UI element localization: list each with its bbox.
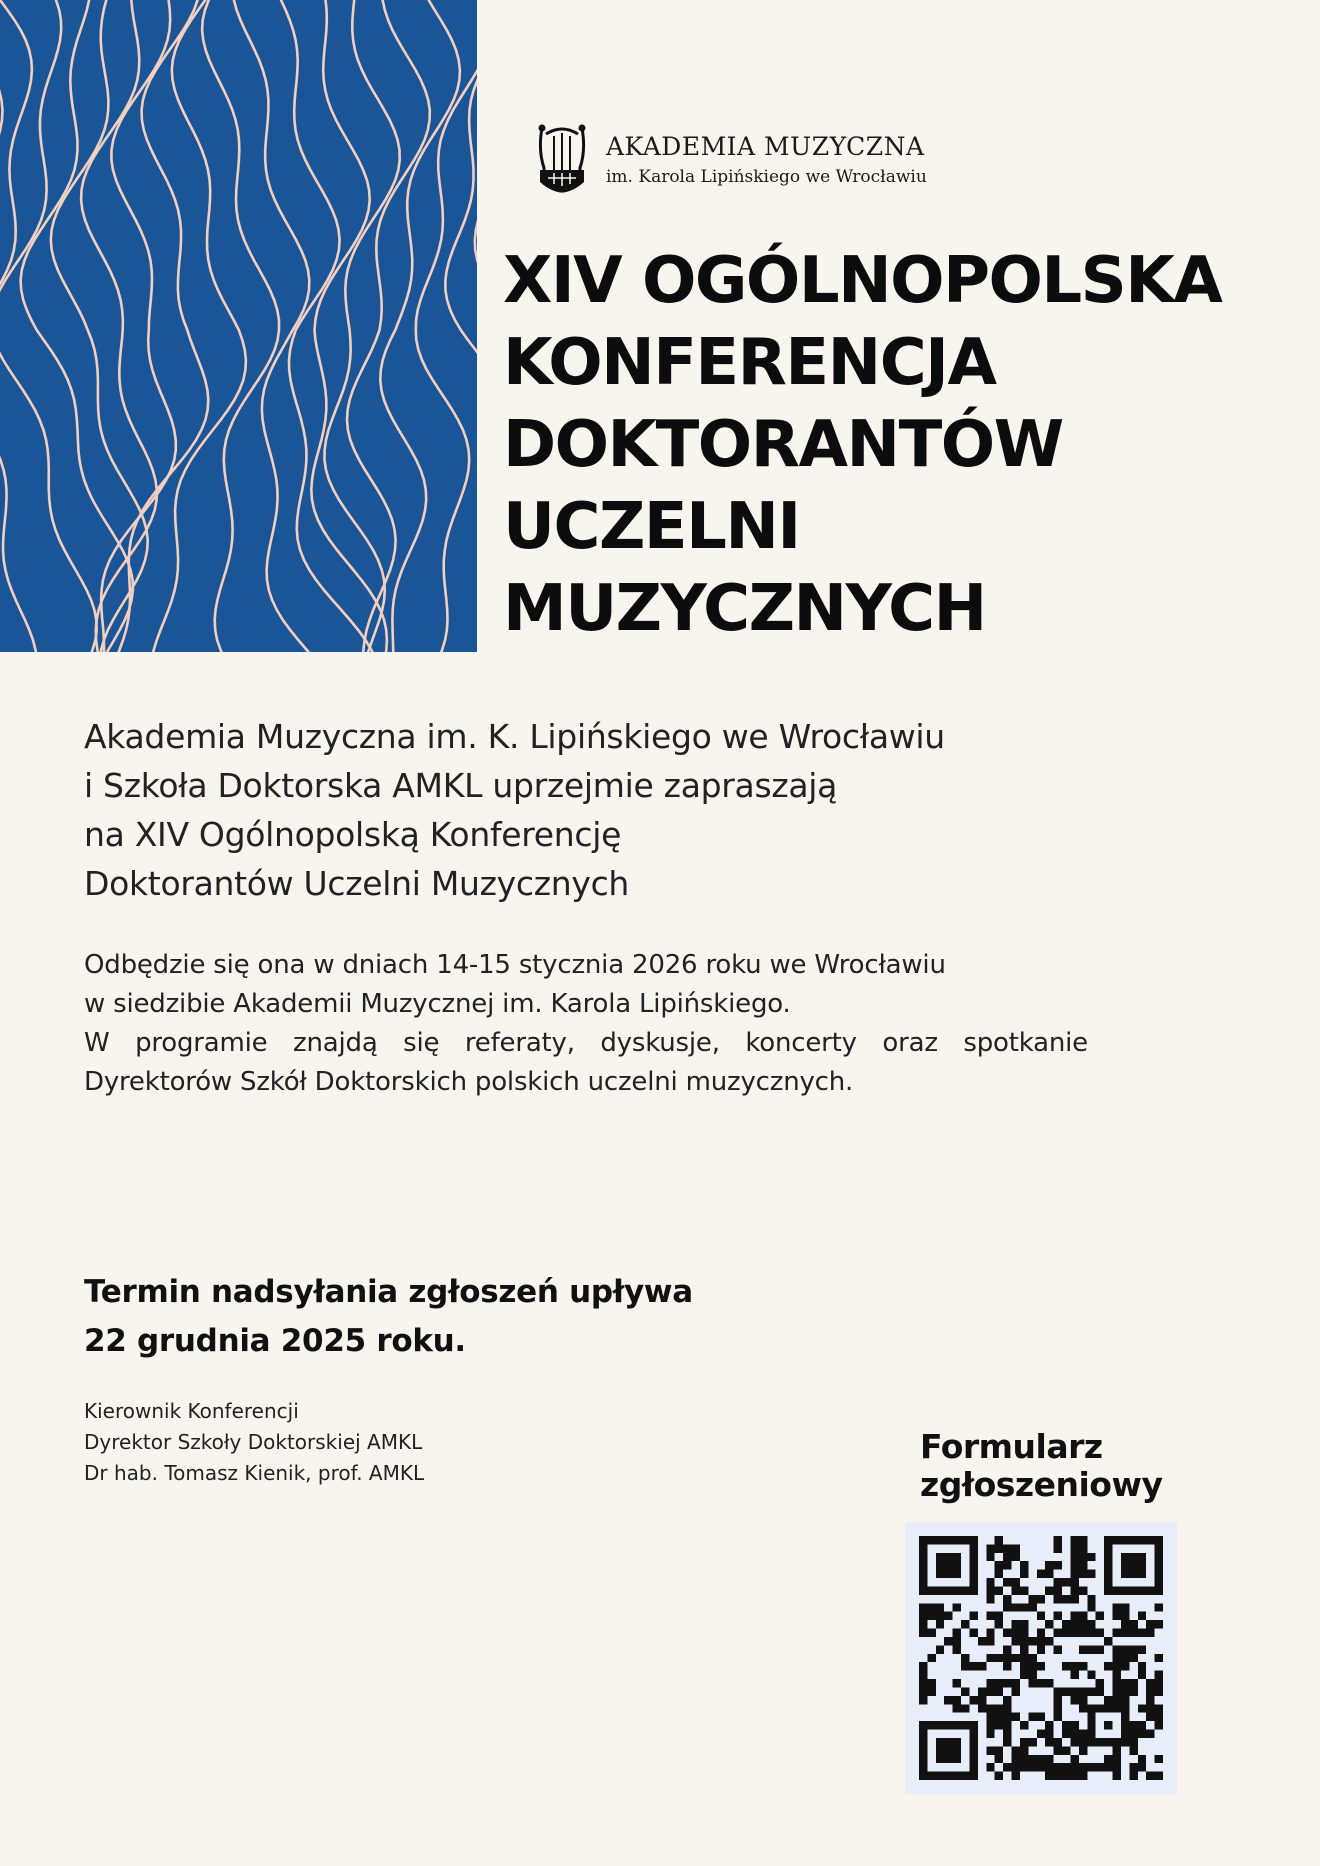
- qr-code-icon: [919, 1536, 1163, 1780]
- form-label-line-1: Formularz: [920, 1427, 1103, 1466]
- details-line-2: w siedzibie Akademii Muzycznej im. Karola Lipińskiego.: [84, 989, 791, 1019]
- details-word: programie: [135, 1028, 268, 1058]
- details-line-3: [84, 1024, 1088, 1063]
- intro-line-1: Akademia Muzyczna im. K. Lipińskiego we Wrocławiu: [84, 717, 945, 756]
- details-word: referaty,: [464, 1028, 575, 1058]
- invitation-text: [84, 712, 1234, 908]
- registration-qr-code[interactable]: [905, 1522, 1177, 1794]
- conference-title: [503, 240, 1303, 650]
- signature-block: [84, 1396, 424, 1489]
- signature-line-2: Dyrektor Szkoły Doktorskiej AMKL: [84, 1430, 423, 1454]
- details-word: W: [84, 1028, 110, 1058]
- intro-line-2: i Szkoła Doktorska AMKL uprzejmie zapraszają: [84, 766, 838, 805]
- title-line-1: XIV OGÓLNOPOLSKA: [503, 244, 1222, 318]
- submission-deadline: [84, 1268, 693, 1366]
- event-details: [84, 946, 1088, 1102]
- details-word: dyskusje,: [600, 1028, 720, 1058]
- details-word: się: [403, 1028, 440, 1058]
- intro-line-4: Doktorantów Uczelni Muzycznych: [84, 864, 630, 903]
- signature-line-1: Kierownik Konferencji: [84, 1399, 299, 1423]
- title-line-3: DOKTORANTÓW: [503, 408, 1063, 482]
- signature-line-3: Dr hab. Tomasz Kienik, prof. AMKL: [84, 1461, 425, 1485]
- title-line-5: MUZYCZNYCH: [503, 572, 986, 646]
- details-word: oraz: [882, 1028, 938, 1058]
- deadline-line-1: Termin nadsyłania zgłoszeń upływa: [84, 1274, 693, 1310]
- details-word: spotkanie: [963, 1028, 1088, 1058]
- details-word: koncerty: [745, 1028, 857, 1058]
- wave-pattern-panel: [0, 0, 477, 652]
- lyre-icon: [534, 120, 590, 200]
- form-label-line-2: zgłoszeniowy: [920, 1465, 1163, 1504]
- details-line-1: Odbędzie się ona w dniach 14-15 stycznia 2026 roku we Wrocławiu: [84, 950, 946, 980]
- registration-form-label: [920, 1428, 1162, 1504]
- deadline-line-2: 22 grudnia 2025 roku.: [84, 1323, 466, 1359]
- details-line-4: Dyrektorów Szkół Doktorskich polskich uczelni muzycznych.: [84, 1067, 854, 1097]
- title-line-4: UCZELNI: [503, 490, 800, 564]
- details-word: znajdą: [293, 1028, 378, 1058]
- academy-name: AKADEMIA MUZYCZNA: [606, 132, 925, 161]
- academy-subtitle: im. Karola Lipińskiego we Wrocławiu: [606, 167, 927, 187]
- title-line-2: KONFERENCJA: [503, 326, 996, 400]
- intro-line-3: na XIV Ogólnopolską Konferencję: [84, 815, 622, 854]
- academy-logo: [534, 120, 954, 200]
- wave-lines-icon: [0, 0, 477, 652]
